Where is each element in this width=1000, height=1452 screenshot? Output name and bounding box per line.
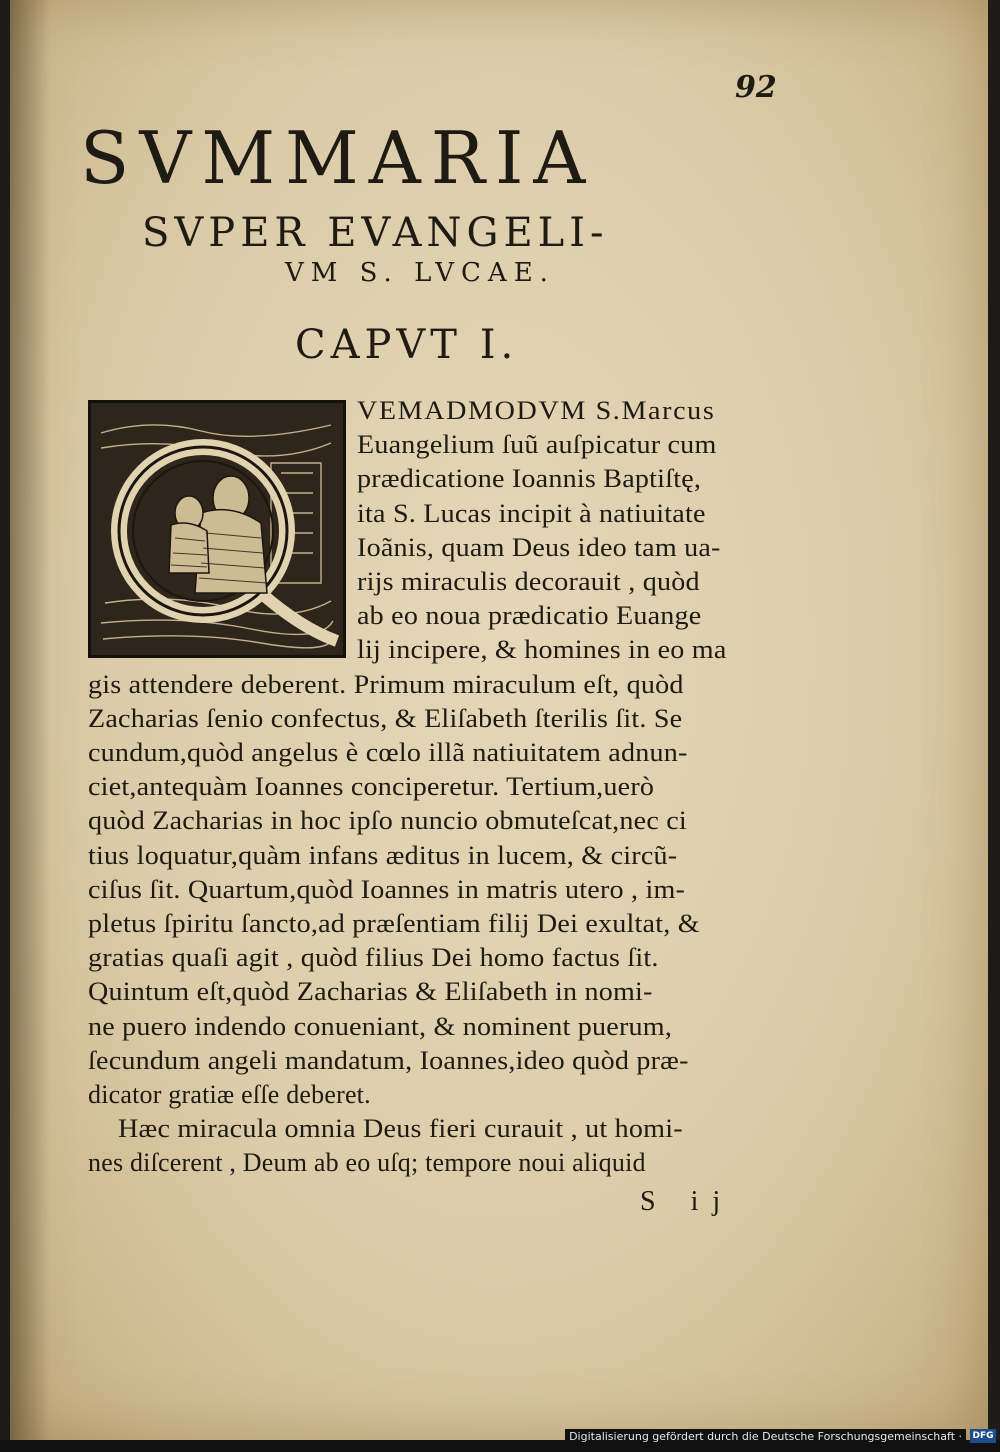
text-line: Hæc miracula omnia Deus fieri curauit , ut homi- <box>118 1114 683 1144</box>
text-line: dicator gratiæ eſſe deberet. <box>88 1080 371 1109</box>
signature-mark: S ij <box>640 1186 735 1217</box>
text-line: gis attendere deberent. Primum miraculum eſt, quòd <box>88 669 684 699</box>
woodcut-initial-q-icon <box>88 400 346 658</box>
text-line: ab eo noua prædicatio Euange <box>357 601 702 631</box>
text-line: Zacharias ſenio confectus, & Eliſabeth ſterilis ſit. Se <box>88 703 683 733</box>
text-line: tius loquatur,quàm infans æditus in lucem, & circũ- <box>88 840 678 870</box>
text-line: Ioãnis, quam Deus ideo tam ua- <box>357 532 721 562</box>
text-line: Euangelium ſuũ auſpicatur cum <box>357 430 717 460</box>
text-line: nes diſcerent , Deum ab eo uſq; tempore noui aliquid <box>88 1148 646 1178</box>
dfg-logo-icon: DFG <box>970 1429 996 1443</box>
text-line: quòd Zacharias in hoc ipſo nuncio obmuteſcat,nec ci <box>88 806 687 836</box>
text-line: ciet,antequàm Ioannes conciperetur. Tertium,uerò <box>88 772 655 802</box>
page-title: SVMMARIA <box>80 116 596 200</box>
text-line: gratias quaſi agit , quòd filius Dei homo factus ſit. <box>88 943 659 973</box>
text-line: pletus ſpiritu ſancto,ad præſentiam filij Dei exultat, & <box>88 909 700 938</box>
chapter-heading: CAPVT I. <box>295 322 519 368</box>
text-line: cundum,quòd angelus è cœlo illã natiuitatem adnun- <box>88 738 688 767</box>
woodcut-illustration-icon <box>91 403 343 655</box>
gutter-shadow <box>10 0 50 1440</box>
text-line: ne puero indendo conueniant, & nominent puerum, <box>88 1011 673 1041</box>
text-line: ita S. Lucas incipit à natiuitate <box>357 498 706 528</box>
text-line: rijs miraculis decorauit , quòd <box>357 567 700 596</box>
text-line: lij incipere, & homines in eo ma <box>357 635 727 665</box>
text-line: ſecundum angeli mandatum, Ioannes,ideo quòd præ- <box>88 1045 689 1075</box>
text-line: ciſus ſit. Quartum,quòd Ioannes in matris utero , im- <box>88 874 686 904</box>
text-line: Quintum eſt,quòd Zacharias & Eliſabeth in nomi- <box>88 977 653 1007</box>
text-line: prædicatione Ioannis Baptiſtę, <box>357 464 702 494</box>
footer-credit: Digitalisierung gefördert durch die Deutsche Forschungsgemeinschaft · <box>565 1429 966 1444</box>
folio-number: 92 <box>735 70 777 105</box>
text-line: VEMADMODVM S.Marcus <box>357 396 716 425</box>
subtitle-line-1: SVPER EVANGELI- <box>142 210 609 256</box>
subtitle-line-2: VM S. LVCAE. <box>285 258 555 288</box>
